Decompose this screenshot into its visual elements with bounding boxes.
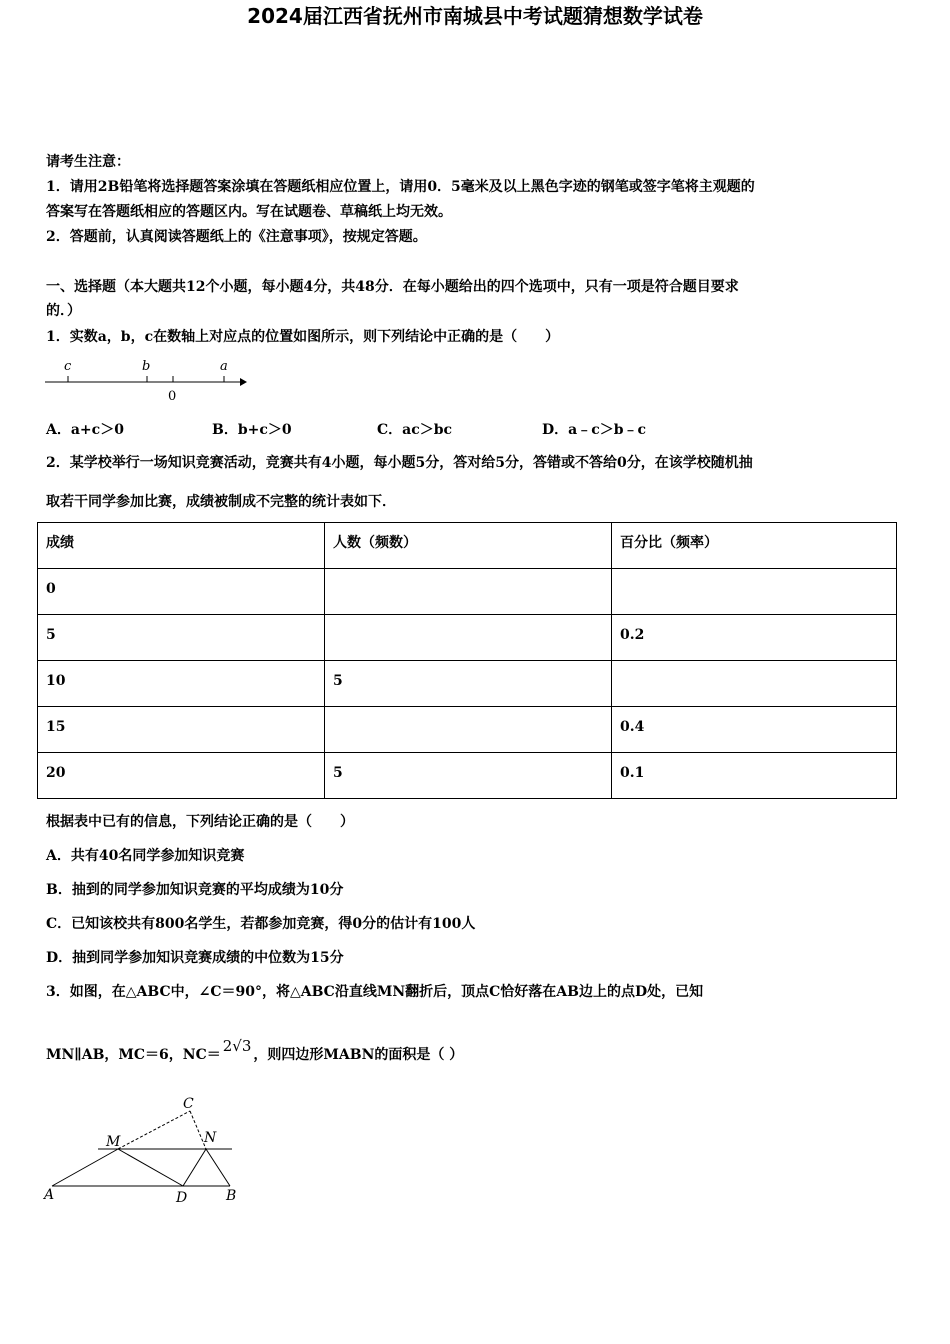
q2-option-b: B．抽到的同学参加知识竞赛的平均成绩为10分 [46, 882, 344, 898]
section-heading-line-1: 一、选择题（本大题共12个小题，每小题4分，共48分．在每小题给出的四个选项中，只有一项是符合题目要求 [46, 279, 739, 295]
q3-stem-line-2 [46, 1037, 464, 1065]
score-table [37, 522, 897, 799]
segment-dn [183, 1149, 206, 1186]
page-title: 2024届江西省抚州市南城县中考试题猜想数学试卷 [247, 4, 703, 28]
q1-option-c: C．ac＞bc [377, 422, 453, 438]
table-header-cell: 人数（频数） [325, 523, 612, 569]
table-cell: 0.1 [612, 753, 897, 799]
q1-stem: 1．实数a，b，c在数轴上对应点的位置如图所示，则下列结论中正确的是（ ） [46, 329, 560, 345]
q1-option-d: D．a﹣c＞b﹣c [542, 422, 647, 438]
triangle-figure [40, 1092, 250, 1212]
point-label-b: B [226, 1188, 237, 1204]
label-zero: 0 [168, 389, 177, 404]
number-line-figure [40, 352, 255, 408]
q2-option-d: D．抽到同学参加知识竞赛成绩的中位数为15分 [46, 950, 344, 966]
table-cell [612, 661, 897, 707]
label-c: c [64, 359, 72, 374]
segment-am [52, 1149, 118, 1186]
q2-stem-line-1: 2．某学校举行一场知识竞赛活动，竞赛共有4小题，每小题5分，答对给5分，答错或不答给0分，在该学校随机抽 [46, 455, 753, 471]
label-a: a [220, 359, 228, 374]
table-cell [325, 569, 612, 615]
table-row [38, 661, 897, 707]
table-cell: 0.4 [612, 707, 897, 753]
table-cell: 5 [325, 661, 612, 707]
segment-md [118, 1149, 183, 1186]
table-cell: 20 [38, 753, 325, 799]
table-cell: 15 [38, 707, 325, 753]
q2-stem-line-2: 取若干同学参加比赛，成绩被制成不完整的统计表如下． [46, 494, 396, 510]
table-cell: 0.2 [612, 615, 897, 661]
q3-stem-part-1: MN∥AB，MC＝6，NC＝ [46, 1047, 221, 1063]
point-label-m: M [106, 1134, 121, 1150]
q3-stem-part-2: ，则四边形MABN的面积是（ ） [253, 1047, 464, 1063]
table-cell: 0 [38, 569, 325, 615]
point-label-n: N [204, 1130, 217, 1146]
table-cell: 5 [38, 615, 325, 661]
notice-line-1b: 答案写在答题纸相应的答题区内。写在试题卷、草稿纸上均无效。 [46, 204, 452, 220]
table-row [38, 707, 897, 753]
table-cell [612, 569, 897, 615]
point-label-a: A [44, 1187, 55, 1203]
table-row [38, 615, 897, 661]
notice-line-1a: 1．请用2B铅笔将选择题答案涂填在答题纸相应位置上，请用0．5毫米及以上黑色字迹的钢笔或签字笔将主观题的 [46, 179, 755, 195]
table-row [38, 569, 897, 615]
label-b: b [142, 359, 151, 374]
segment-mc-dashed [118, 1111, 190, 1149]
table-row [38, 753, 897, 799]
radical-expression: 2√3 [222, 1037, 252, 1055]
table-cell [325, 707, 612, 753]
point-label-c: C [183, 1096, 194, 1112]
q2-ask: 根据表中已有的信息，下列结论正确的是（ ） [46, 814, 354, 830]
q1-option-a: A．a+c＞0 [46, 422, 124, 438]
q1-option-b: B．b+c＞0 [212, 422, 292, 438]
q2-option-c: C．已知该校共有800名学生，若都参加竞赛，得0分的估计有100人 [46, 916, 476, 932]
number-line-arrow [240, 378, 247, 386]
segment-nb [206, 1149, 230, 1186]
table-header-cell: 百分比（频率） [612, 523, 897, 569]
table-cell: 10 [38, 661, 325, 707]
q2-option-a: A．共有40名同学参加知识竞赛 [46, 848, 245, 864]
table-cell: 5 [325, 753, 612, 799]
notice-heading: 请考生注意： [46, 154, 130, 170]
section-heading-line-2: 的．） [46, 303, 81, 319]
table-header-cell: 成绩 [38, 523, 325, 569]
table-header-row [38, 523, 897, 569]
table-cell [325, 615, 612, 661]
point-label-d: D [176, 1190, 188, 1206]
notice-line-2: 2．答题前，认真阅读答题纸上的《注意事项》，按规定答题。 [46, 229, 427, 245]
q3-stem-line-1: 3．如图，在△ABC中，∠C＝90°，将△ABC沿直线MN翻折后，顶点C恰好落在AB边上的点D处，已知 [46, 984, 704, 1000]
